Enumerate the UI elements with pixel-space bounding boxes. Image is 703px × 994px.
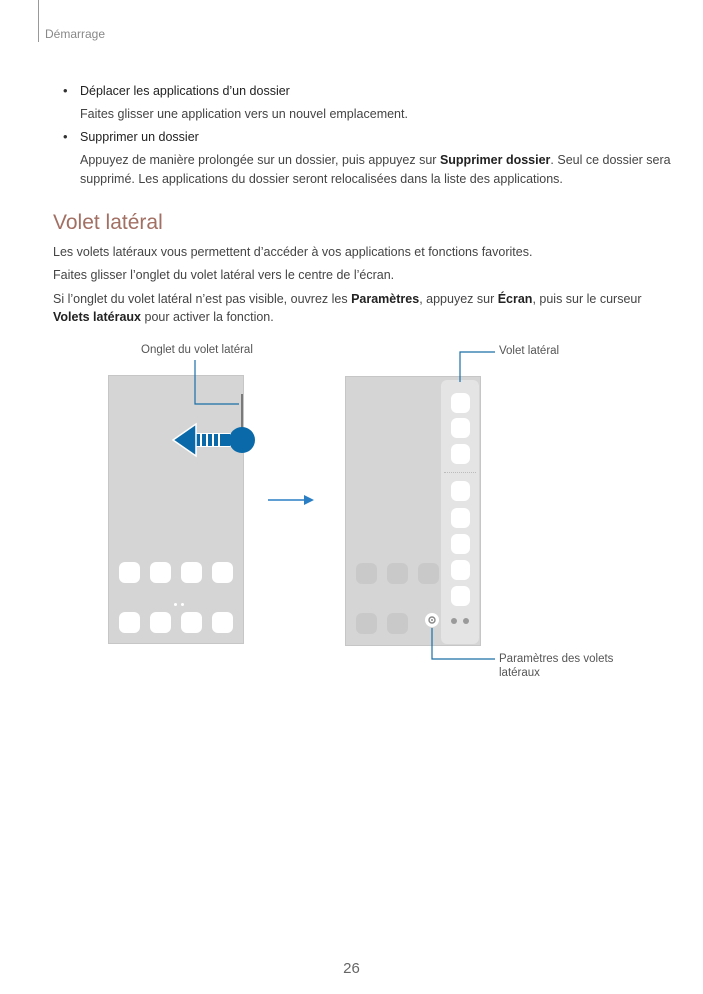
label-panel-settings-cont: latéraux [499, 667, 540, 679]
bullet-body-delete-cont: supprimé. Les applications du dossier seront relocalisées dans la liste des applications. [80, 172, 563, 186]
text-run: , puis sur le curseur [532, 292, 642, 306]
text-run: , appuyez sur [419, 292, 498, 306]
bullet-marker: • [63, 83, 68, 98]
swipe-arrow-icon [173, 424, 232, 456]
paragraph-intro: Les volets latéraux vous permettent d’accéder à vos applications et fonctions favorites. [53, 245, 533, 259]
bullet-body-move: Faites glisser une application vers un nouvel emplacement. [80, 107, 408, 121]
label-panel-settings: Paramètres des volets [499, 653, 614, 665]
text-bold: Supprimer dossier [439, 153, 551, 167]
section-heading: Volet latéral [53, 211, 163, 234]
text-run: Appuyez de manière prolongée sur un dossier, puis appuyez sur [80, 153, 440, 167]
text-run: . Seul ce dossier sera [550, 153, 671, 167]
touch-point-icon [229, 427, 255, 453]
page-number: 26 [343, 960, 360, 977]
text-bold: Paramètres [351, 292, 420, 306]
paragraph-drag: Faites glisser l’onglet du volet latéral vers le centre de l’écran. [53, 268, 395, 282]
bullet-title-delete: Supprimer un dossier [80, 130, 199, 144]
text-bold: Écran [497, 292, 533, 306]
callout-line-panel [460, 352, 495, 382]
label-side-panel: Volet latéral [499, 345, 560, 357]
label-panel-tab: Onglet du volet latéral [141, 344, 253, 356]
text-bold: Volets latéraux [53, 310, 142, 324]
text-run: pour activer la fonction. [141, 310, 274, 324]
section-title: Démarrage [45, 27, 106, 41]
bullet-title-move: Déplacer les applications d’un dossier [80, 84, 290, 98]
text-run: Si l’onglet du volet latéral n’est pas visible, ouvrez les [53, 292, 352, 306]
bullet-marker: • [63, 129, 68, 144]
callout-line-settings [432, 628, 495, 659]
callout-line-tab [195, 360, 239, 404]
transition-arrow-head [304, 495, 314, 505]
